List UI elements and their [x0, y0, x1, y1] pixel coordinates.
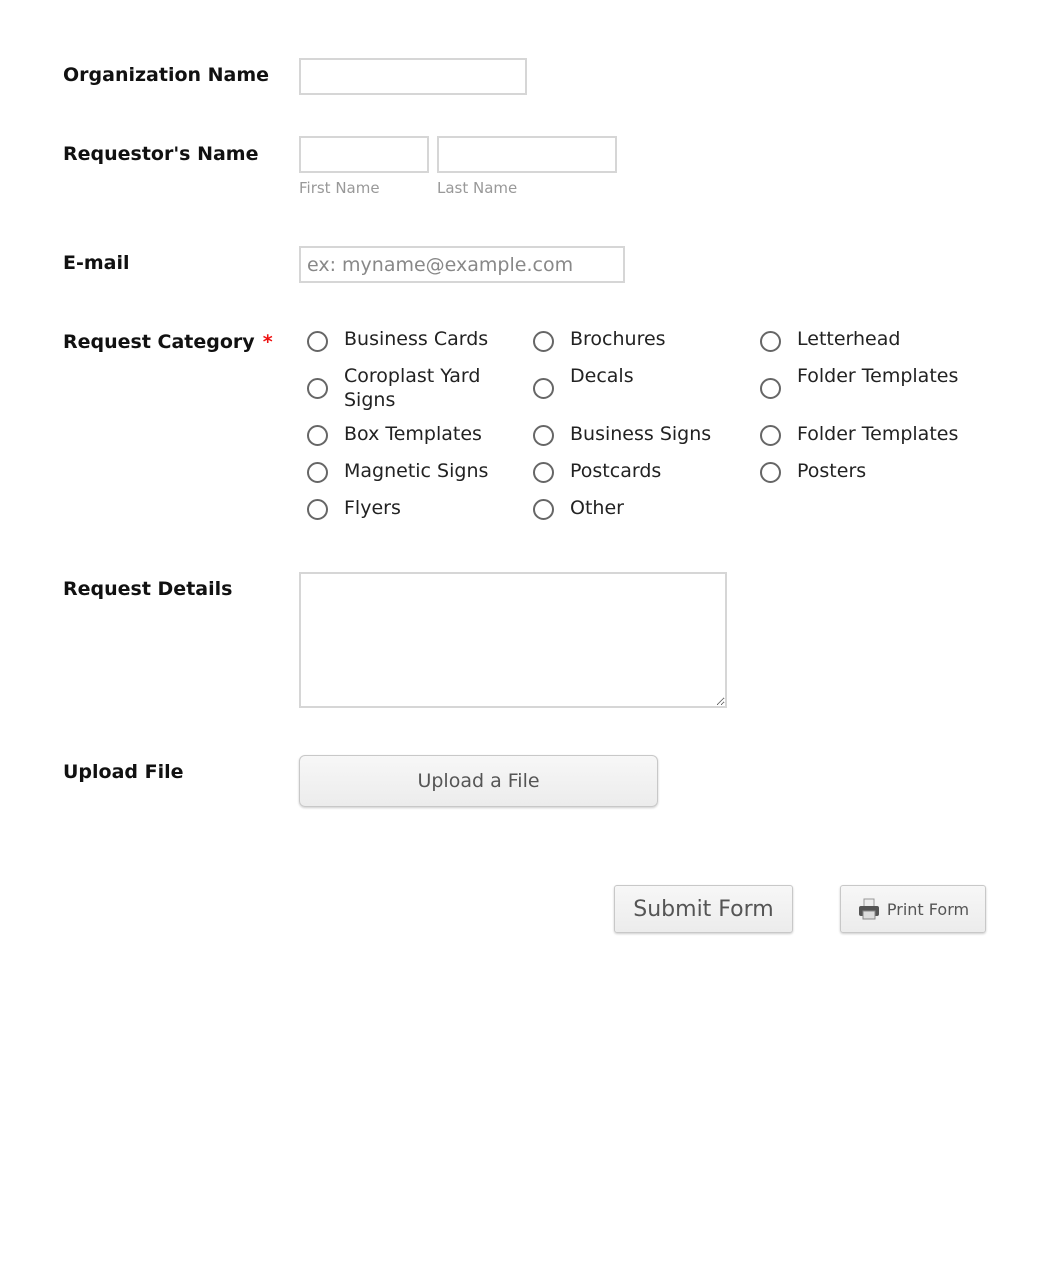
request-category-text: Request Category	[63, 331, 255, 353]
email-input[interactable]	[299, 246, 625, 283]
last-name-sublabel: Last Name	[437, 179, 518, 197]
radio-button[interactable]	[307, 331, 328, 352]
radio-option-label[interactable]: Other	[570, 497, 624, 519]
radio-button[interactable]	[533, 499, 554, 520]
radio-button[interactable]	[760, 425, 781, 446]
radio-button[interactable]	[760, 378, 781, 399]
radio-option-label[interactable]: Business Signs	[570, 423, 712, 445]
radio-button[interactable]	[533, 331, 554, 352]
radio-button[interactable]	[533, 378, 554, 399]
request-details-label: Request Details	[63, 578, 233, 600]
radio-button[interactable]	[760, 462, 781, 483]
radio-option-label[interactable]: Letterhead	[797, 328, 901, 350]
radio-option-label[interactable]: Coroplast Yard Signs	[344, 365, 481, 411]
radio-button[interactable]	[533, 462, 554, 483]
radio-option-label[interactable]: Folder Templates	[797, 423, 959, 445]
radio-option-label[interactable]: Box Templates	[344, 423, 482, 445]
printer-icon	[857, 897, 881, 921]
radio-button[interactable]	[307, 499, 328, 520]
submit-form-button[interactable]: Submit Form	[614, 885, 793, 933]
radio-button[interactable]	[307, 462, 328, 483]
first-name-sublabel: First Name	[299, 179, 380, 197]
org-name-input[interactable]	[299, 58, 527, 95]
requestor-name-label: Requestor's Name	[63, 143, 259, 165]
upload-file-button[interactable]: Upload a File	[299, 755, 658, 807]
radio-option-label[interactable]: Postcards	[570, 460, 662, 482]
request-details-textarea[interactable]	[299, 572, 727, 708]
radio-option-label[interactable]: Folder Templates	[797, 365, 959, 387]
request-category-label	[63, 331, 273, 353]
org-name-label: Organization Name	[63, 64, 270, 86]
radio-option-label[interactable]: Business Cards	[344, 328, 489, 350]
upload-file-label: Upload File	[63, 761, 184, 783]
print-form-label: Print Form	[886, 899, 970, 919]
radio-button[interactable]	[533, 425, 554, 446]
radio-button[interactable]	[307, 378, 328, 399]
radio-button[interactable]	[307, 425, 328, 446]
radio-option-label[interactable]: Brochures	[570, 328, 666, 350]
radio-option-label[interactable]: Posters	[797, 460, 867, 482]
radio-option-label[interactable]: Flyers	[344, 497, 401, 519]
print-form-button[interactable]	[840, 885, 986, 933]
radio-option-label[interactable]: Magnetic Signs	[344, 460, 489, 482]
required-mark: *	[262, 331, 273, 353]
radio-button[interactable]	[760, 331, 781, 352]
radio-option-label[interactable]: Decals	[570, 365, 634, 387]
first-name-input[interactable]	[299, 136, 429, 173]
email-label: E-mail	[63, 252, 130, 274]
last-name-input[interactable]	[437, 136, 617, 173]
